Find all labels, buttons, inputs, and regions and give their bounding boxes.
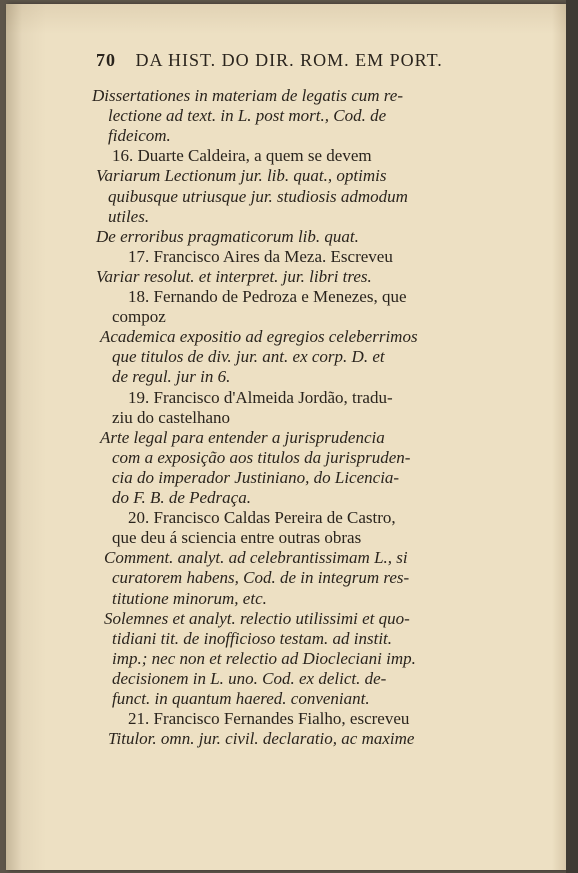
text-line: quibusque utriusque jur. studiosis admodum: [108, 186, 408, 206]
text-line: curatorem habens, Cod. de in integrum res-: [112, 568, 410, 588]
text-line: lectione ad text. in L. post mort., Cod. de: [108, 106, 387, 126]
text-line: 17. Francisco Aires da Meza. Escreveu: [128, 246, 393, 266]
text-line: titutione minorum, etc.: [112, 588, 267, 608]
text-line: que titulos de div. jur. ant. ex corp. D. et: [112, 347, 385, 367]
text-line: 20. Francisco Caldas Pereira de Castro,: [128, 508, 396, 528]
text-line: 16. Duarte Caldeira, a quem se devem: [112, 146, 372, 166]
text-line: tidiani tit. de inofficioso testam. ad instit.: [112, 628, 393, 648]
running-header: [96, 50, 443, 71]
text-line: de regul. jur in 6.: [112, 367, 231, 387]
book-page: [6, 4, 566, 870]
text-line: De erroribus pragmaticorum lib. quat.: [96, 226, 359, 246]
text-line: Variarum Lectionum jur. lib. quat., optimis: [96, 166, 387, 186]
running-title: DA HIST. DO DIR. ROM. EM PORT.: [135, 50, 443, 70]
text-line: Variar resolut. et interpret. jur. libri tres.: [96, 266, 372, 286]
page-number: 70: [96, 50, 116, 70]
text-line: Solemnes et analyt. relectio utilissimi et quo-: [104, 608, 410, 628]
text-line: Titulor. omn. jur. civil. declaratio, ac maxime: [108, 729, 415, 749]
text-line: ziu do castelhano: [112, 407, 231, 427]
book-edge: [566, 0, 578, 873]
text-line: 21. Francisco Fernandes Fialho, escreveu: [128, 709, 410, 729]
text-line: 19. Francisco d'Almeida Jordão, tradu-: [128, 387, 393, 407]
text-line: com a exposição aos titulos da jurispruden-: [112, 447, 411, 467]
text-line: que deu á sciencia entre outras obras: [112, 528, 362, 548]
text-line: cia do imperador Justiniano, do Licencia-: [112, 467, 400, 487]
text-line: compoz: [112, 307, 166, 327]
text-line: utiles.: [108, 206, 150, 226]
text-line: fideicom.: [108, 126, 171, 146]
text-line: 18. Fernando de Pedroza e Menezes, que: [128, 287, 407, 306]
text-line: Academica expositio ad egregios celeberrimos: [100, 327, 418, 347]
text-line: Arte legal para entender a jurisprudencia: [100, 427, 385, 447]
text-line: imp.; nec non et relectio ad Diocleciani imp.: [112, 648, 416, 668]
text-line: Dissertationes in materiam de legatis cum re-: [92, 86, 403, 105]
text-line: decisionem in L. uno. Cod. ex delict. de-: [112, 668, 387, 688]
text-line: Comment. analyt. ad celebrantissimam L., si: [104, 548, 408, 568]
text-line: funct. in quantum haered. conveniant.: [112, 689, 370, 708]
text-line: do F. B. de Pedraça.: [112, 488, 251, 507]
